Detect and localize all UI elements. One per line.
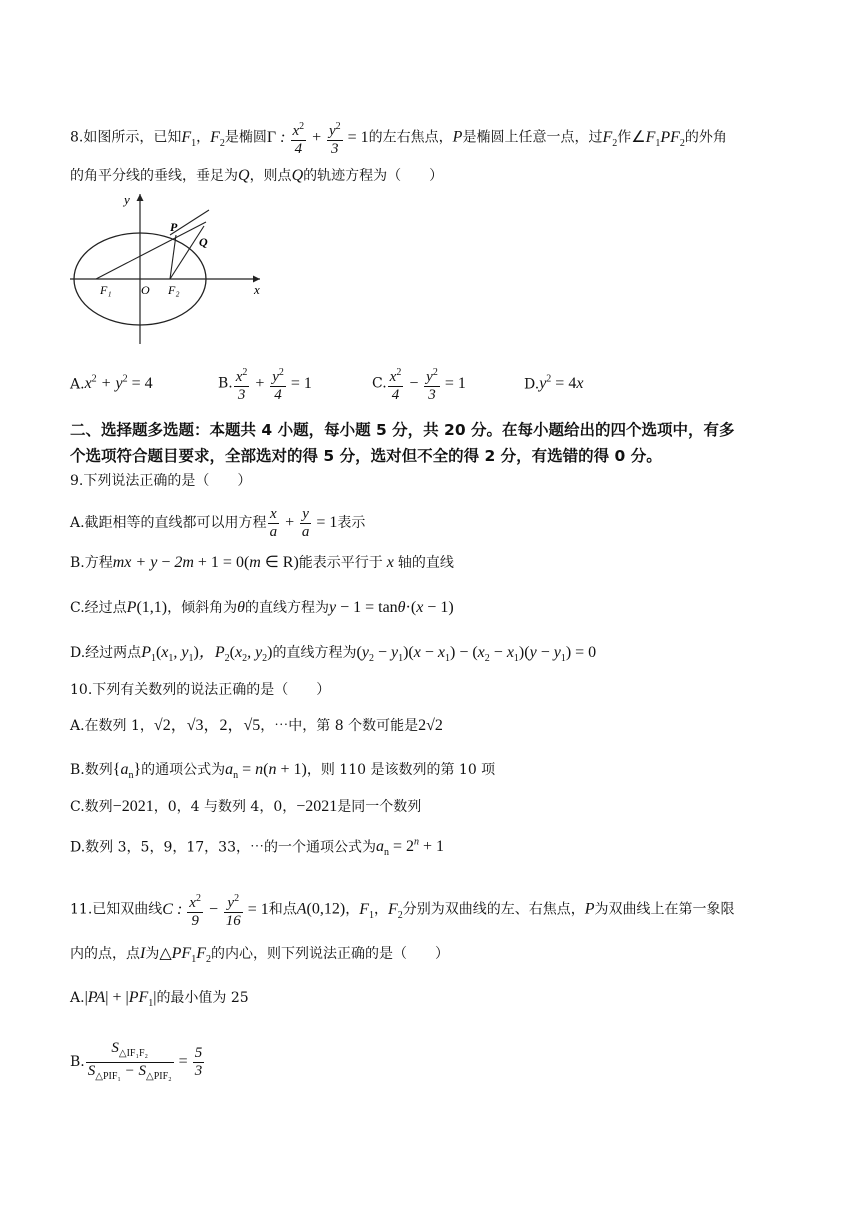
q8-text: 的左右焦点， (368, 129, 453, 146)
option-text: 轴的直线 (397, 555, 454, 571)
label-Q: Q (199, 235, 208, 249)
option-text: C.经过点 (70, 600, 127, 616)
math-F2: $F_2$ (210, 128, 225, 149)
math-q10C1: −2021 (112, 798, 154, 815)
math-F1-q11: $F_1$ (359, 900, 374, 921)
q9-stem: 9.下列说法正确的是（ ） (70, 473, 252, 489)
q8-text: 作 (617, 129, 632, 146)
option-text: C.数列 (70, 799, 113, 815)
option-label: B. (218, 375, 233, 392)
q9-option-d (70, 643, 596, 669)
math-I: I (140, 945, 146, 962)
math-Q: Q (238, 167, 250, 184)
q11-line1 (70, 890, 735, 930)
option-text: 的通项公式为 (141, 762, 226, 778)
math-q9A: $\frac{x}{a}$ + $\frac{y}{a}$ = 1 (269, 506, 338, 540)
math-q10A1: √2，√3，2，√5 (153, 717, 261, 734)
segment-F2P (170, 235, 176, 279)
q8-text: 的角平分线的垂线，垂足为 (70, 168, 238, 184)
q8-line1 (70, 118, 727, 158)
math-P-q11: P (584, 900, 595, 918)
option-text: 能表示平行于 (298, 555, 383, 571)
math-q9D2: $(y_2 - y_1)(x - x_1) - (x_2 - x_1)(y - y_1) = 0$ (356, 644, 597, 665)
q8-option-d (524, 374, 583, 393)
q8-line2 (70, 166, 443, 186)
option-text: ，0，4 与数列 4，0， (153, 799, 297, 815)
math-x: x (382, 554, 398, 571)
math-ellipse-eq: Γ : $\frac{x^2}{4}$ + $\frac{y^2}{3}$ = 1 (267, 129, 369, 146)
q11-text: 内的点，点 (70, 946, 140, 962)
q10-option-c (70, 797, 421, 817)
ellipse-figure (66, 186, 276, 348)
math-q10B2: $a_n = n(n + 1)$ (225, 761, 307, 782)
q8-option-c (372, 364, 466, 404)
math-q10B1: $\{a_n\}$ (112, 761, 142, 782)
option-text: D.数列 3，5，9，17，33，⋯的一个通项公式为 (70, 839, 376, 856)
option-text: D.经过两点 (70, 645, 142, 661)
math-F2b: $F_2$ (602, 128, 618, 149)
label-O: O (141, 283, 150, 297)
option-text: 表示 (337, 515, 366, 532)
label-y: y (124, 192, 130, 207)
math-q9B: mx + y − 2m + 1 = 0(m ∈ R) (112, 554, 299, 571)
math-q11B: $\frac{S_{\triangle IF_1F_2}}{S_{\triangle PIF_1} - S_{\triangle PIF_2}}$ = $\frac{5}{3}$ (87, 1040, 203, 1082)
option-text: A.截距相等的直线都可以用方程 (70, 515, 267, 532)
q9-option-c (70, 598, 454, 618)
math-P: P (452, 128, 463, 146)
math-q10A2: 2√2 (418, 717, 443, 734)
q11-text: ， (373, 901, 388, 918)
math-q11A: $|PA| + |PF_1|$ (84, 989, 157, 1010)
math-F1: $F_1$ (181, 128, 197, 149)
math-Q2: Q (291, 167, 304, 184)
math-optD: $y^2 = 4x$ (539, 374, 584, 393)
option-text: 的直线方程为 (244, 600, 329, 616)
math-optC: $\frac{x^2}{4}$ − $\frac{y^2}{3}$ = 1 (387, 375, 466, 392)
q9-option-b (70, 553, 454, 573)
math-F2-q11: $F_2$ (387, 900, 403, 921)
option-text: B. (70, 1054, 85, 1071)
option-text: ，倾斜角为 (167, 600, 238, 616)
option-text: ，⋯中，第 8 个数可能是 (260, 718, 419, 734)
q11-option-a (70, 988, 249, 1014)
q8-text: 的外角 (684, 129, 727, 146)
option-text: A.在数列 1， (70, 718, 154, 734)
q11-text: ， (345, 901, 360, 918)
q10-option-a (70, 716, 443, 736)
q8-text: 是椭圆 (224, 129, 267, 146)
section2-heading-1: 二、选择题多选题：本题共 4 小题，每小题 5 分，共 20 分。在每小题给出的四个选项中，有多 (70, 421, 735, 439)
q10-option-d (70, 833, 444, 864)
q11-option-b (70, 1040, 205, 1085)
option-text: B.方程 (70, 555, 113, 571)
math-q9D1: $P_1(x_1$, $y_1$)，$P_2(x_2$, $y_2$) (141, 644, 273, 665)
q11-text: 和点 (268, 901, 297, 918)
comma: ， (196, 129, 211, 146)
math-q10D: $a_n = 2^n + 1$ (375, 837, 445, 859)
option-text: 的最小值为 25 (156, 990, 249, 1006)
label-F2: F₂ (168, 283, 180, 297)
segment-F1P (96, 222, 206, 279)
q11-text: 为 (145, 946, 160, 962)
math-q10C2: −2021 (296, 798, 338, 815)
q8-text: 的轨迹方程为（ ） (303, 168, 444, 184)
q11-text: 的内心，则下列说法正确的是（ ） (210, 946, 449, 962)
option-text: B.数列 (70, 762, 113, 778)
q11-line2 (70, 944, 449, 970)
label-P: P (170, 220, 178, 234)
math-q9C2: y − 1 = tanθ·(x − 1) (328, 599, 454, 616)
q8-option-b (218, 364, 312, 404)
q11-text: 11.已知双曲线 (70, 901, 163, 918)
option-text: A. (70, 990, 85, 1006)
q8-text: ，则点 (249, 168, 292, 184)
math-optB: $\frac{x^2}{3}$ + $\frac{y^2}{4}$ = 1 (233, 375, 312, 392)
math-theta: θ (237, 599, 245, 616)
option-label: C. (372, 375, 387, 392)
q10-stem: 10.下列有关数列的说法正确的是（ ） (70, 682, 331, 698)
option-text: 是同一个数列 (337, 799, 422, 815)
label-x: x (254, 282, 260, 297)
option-label: A. (70, 376, 85, 393)
q8-text: 是椭圆上任意一点，过 (462, 129, 603, 146)
q11-text: 为双曲线上在第一象限 (594, 901, 735, 918)
math-optA: $x^2 + y^2 = 4$ (84, 374, 153, 393)
math-triangle: $\triangle PF_1F_2$ (159, 945, 211, 966)
math-hyperbola: C : $\frac{x^2}{9}$ − $\frac{y^2}{16}$ = 1 (162, 901, 269, 918)
section2-heading-2: 个选项符合题目要求，全部选对的得 5 分，选对但不全的得 2 分，有选错的得 0 分。 (70, 447, 662, 465)
option-text: ，则 110 是该数列的第 10 项 (306, 762, 496, 778)
math-angle: $\angle F_1PF_2$ (631, 128, 685, 149)
q10-option-b (70, 760, 495, 786)
q11-text: 分别为双曲线的左、右焦点， (402, 901, 585, 918)
q8-text: 8.如图所示，已知 (70, 129, 182, 146)
math-q9C1: P(1,1) (126, 599, 168, 616)
math-A: A(0,12) (296, 900, 346, 918)
option-label: D. (524, 376, 540, 393)
option-text: 的直线方程为 (272, 645, 357, 661)
q9-option-a (70, 506, 365, 541)
label-F1: F₁ (100, 283, 112, 297)
q8-option-a (70, 374, 153, 393)
